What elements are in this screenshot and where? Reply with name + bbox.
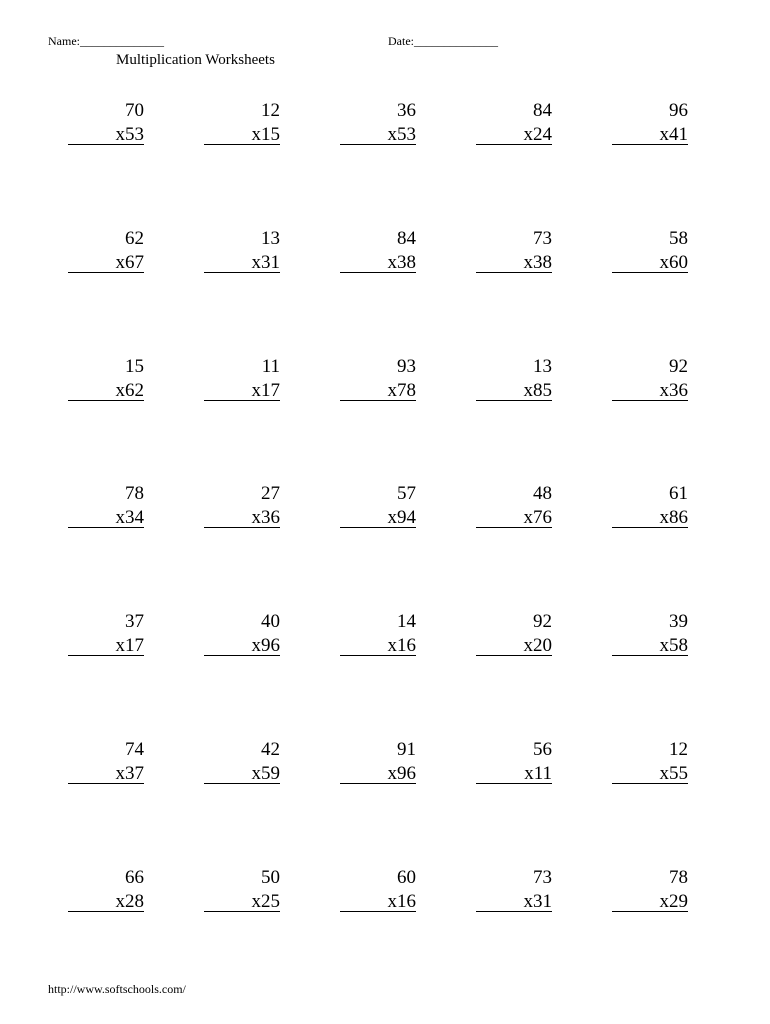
multiplicand: 96	[669, 100, 688, 121]
footer-url: http://www.softschools.com/	[48, 982, 186, 996]
multiplicand: 39	[669, 611, 688, 633]
multiplicand: 50	[261, 866, 280, 888]
problem-5-5	[612, 610, 688, 658]
multiplier: x37	[115, 763, 144, 784]
answer-line	[68, 527, 144, 528]
multiplicand: 12	[669, 739, 688, 760]
answer-line	[204, 527, 280, 528]
answer-line	[340, 911, 416, 912]
answer-line	[476, 911, 552, 912]
problem-4-4	[476, 482, 552, 530]
answer-line	[612, 400, 688, 401]
answer-line	[476, 144, 552, 145]
answer-line	[340, 783, 416, 784]
problem-5-2	[204, 610, 280, 658]
name-field-label: Name:______________	[48, 34, 164, 48]
multiplicand: 92	[669, 355, 688, 377]
multiplier: x31	[251, 251, 280, 273]
problem-1-5	[612, 99, 688, 147]
multiplicand: 91	[397, 739, 416, 760]
problem-3-1	[68, 355, 144, 403]
multiplicand: 58	[669, 227, 688, 249]
worksheet-title: Multiplication Worksheets	[116, 52, 275, 68]
multiplier: x36	[251, 507, 280, 529]
problem-6-2	[204, 738, 280, 786]
answer-line	[204, 911, 280, 912]
multiplicand: 84	[533, 100, 552, 121]
answer-line	[68, 272, 144, 273]
multiplicand: 37	[125, 611, 144, 633]
multiplicand: 14	[397, 611, 416, 633]
problem-7-5	[612, 866, 688, 914]
problem-6-1	[68, 738, 144, 786]
multiplier: x78	[387, 379, 416, 401]
multiplicand: 15	[125, 355, 144, 377]
multiplicand: 93	[397, 355, 416, 377]
multiplicand: 13	[533, 355, 552, 377]
multiplier: x86	[659, 507, 688, 529]
multiplier: x34	[115, 507, 144, 529]
answer-line	[612, 144, 688, 145]
multiplier: x24	[523, 124, 552, 145]
multiplier: x41	[659, 124, 688, 145]
answer-line	[68, 144, 144, 145]
answer-line	[68, 655, 144, 656]
multiplicand: 62	[125, 227, 144, 249]
multiplicand: 78	[125, 483, 144, 505]
multiplicand: 73	[533, 866, 552, 888]
multiplicand: 60	[397, 866, 416, 888]
answer-line	[340, 272, 416, 273]
problem-3-3	[340, 355, 416, 403]
answer-line	[204, 783, 280, 784]
multiplicand: 73	[533, 227, 552, 249]
multiplier: x28	[115, 890, 144, 912]
problem-2-1	[68, 227, 144, 275]
answer-line	[68, 911, 144, 912]
multiplicand: 56	[533, 739, 552, 760]
problem-4-1	[68, 482, 144, 530]
problem-4-3	[340, 482, 416, 530]
multiplicand: 27	[261, 483, 280, 505]
multiplicand: 92	[533, 611, 552, 633]
problem-5-3	[340, 610, 416, 658]
multiplier: x25	[251, 890, 280, 912]
multiplier: x29	[659, 890, 688, 912]
multiplicand: 66	[125, 866, 144, 888]
problem-1-4	[476, 99, 552, 147]
problem-2-2	[204, 227, 280, 275]
problem-6-3	[340, 738, 416, 786]
answer-line	[612, 272, 688, 273]
multiplicand: 48	[533, 483, 552, 505]
problem-6-5	[612, 738, 688, 786]
problem-3-4	[476, 355, 552, 403]
multiplicand: 11	[261, 355, 280, 377]
answer-line	[204, 655, 280, 656]
problem-4-5	[612, 482, 688, 530]
multiplicand: 74	[125, 739, 144, 760]
answer-line	[476, 400, 552, 401]
problem-2-5	[612, 227, 688, 275]
answer-line	[340, 655, 416, 656]
problem-1-1	[68, 99, 144, 147]
answer-line	[476, 527, 552, 528]
multiplier: x16	[387, 635, 416, 657]
problem-3-2	[204, 355, 280, 403]
answer-line	[612, 655, 688, 656]
multiplicand: 12	[261, 100, 280, 121]
problem-1-2	[204, 99, 280, 147]
problem-2-4	[476, 227, 552, 275]
multiplicand: 61	[669, 483, 688, 505]
multiplicand: 84	[397, 227, 416, 249]
multiplier: x96	[387, 763, 416, 784]
multiplier: x15	[251, 124, 280, 145]
problem-6-4	[476, 738, 552, 786]
multiplicand: 36	[397, 100, 416, 121]
multiplier: x16	[387, 890, 416, 912]
answer-line	[612, 527, 688, 528]
multiplicand: 57	[397, 483, 416, 505]
multiplier: x59	[251, 763, 280, 784]
answer-line	[612, 783, 688, 784]
multiplier: x38	[387, 251, 416, 273]
multiplier: x85	[523, 379, 552, 401]
answer-line	[612, 911, 688, 912]
multiplicand: 78	[669, 866, 688, 888]
problem-7-3	[340, 866, 416, 914]
problem-2-3	[340, 227, 416, 275]
multiplier: x53	[387, 124, 416, 145]
multiplier: x94	[387, 507, 416, 529]
multiplier: x53	[115, 124, 144, 145]
multiplier: x38	[523, 251, 552, 273]
multiplier: x31	[523, 890, 552, 912]
multiplicand: 40	[261, 611, 280, 633]
multiplier: x76	[523, 507, 552, 529]
answer-line	[204, 272, 280, 273]
multiplicand: 42	[261, 739, 280, 760]
multiplier: x60	[659, 251, 688, 273]
answer-line	[204, 144, 280, 145]
answer-line	[340, 527, 416, 528]
answer-line	[476, 272, 552, 273]
multiplier: x20	[523, 635, 552, 657]
problem-7-2	[204, 866, 280, 914]
multiplier: x55	[659, 763, 688, 784]
multiplier: x17	[115, 635, 144, 657]
answer-line	[340, 144, 416, 145]
multiplicand: 70	[125, 100, 144, 121]
problem-5-4	[476, 610, 552, 658]
problem-7-1	[68, 866, 144, 914]
answer-line	[204, 400, 280, 401]
multiplier: x62	[115, 379, 144, 401]
answer-line	[68, 783, 144, 784]
multiplier: x17	[251, 379, 280, 401]
answer-line	[68, 400, 144, 401]
multiplier: x36	[659, 379, 688, 401]
multiplier: x11	[524, 763, 552, 784]
date-field-label: Date:______________	[388, 34, 498, 48]
multiplicand: 13	[261, 227, 280, 249]
multiplier: x58	[659, 635, 688, 657]
answer-line	[476, 783, 552, 784]
problem-5-1	[68, 610, 144, 658]
multiplier: x96	[251, 635, 280, 657]
answer-line	[476, 655, 552, 656]
problem-7-4	[476, 866, 552, 914]
problem-1-3	[340, 99, 416, 147]
multiplier: x67	[115, 251, 144, 273]
answer-line	[340, 400, 416, 401]
problem-4-2	[204, 482, 280, 530]
problem-3-5	[612, 355, 688, 403]
